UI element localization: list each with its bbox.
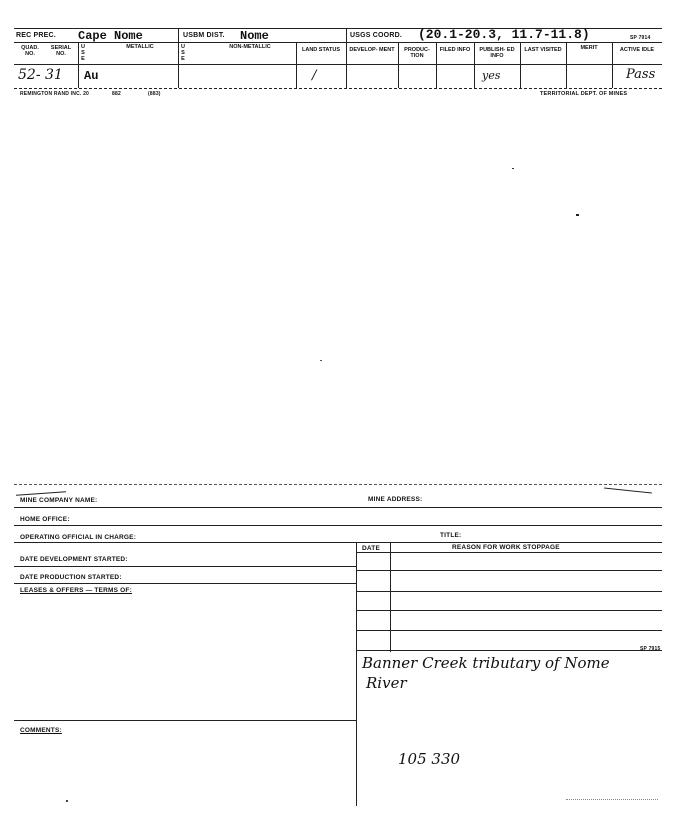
- handwritten-note-line2: River: [366, 674, 407, 692]
- usgs-coord-label: USGS COORD.: [350, 32, 402, 39]
- quad-serial-value: 52- 31: [18, 67, 63, 83]
- published-info-value: yes: [482, 69, 501, 82]
- filed-info-header: FILED INFO: [439, 47, 471, 53]
- speck: [66, 800, 68, 802]
- printer-credit: REMINGTON RAND INC. 20: [20, 91, 90, 97]
- printer-code-paren: (883): [148, 91, 161, 97]
- non-metallic-header: NON-METALLIC: [229, 44, 271, 50]
- printer-code: 882: [112, 91, 121, 97]
- usbm-dist-value: Nome: [240, 29, 269, 43]
- active-idle-header: ACTIVE IDLE: [619, 47, 655, 53]
- metallic-header: METALLIC: [126, 44, 154, 50]
- usbm-dist-label: USBM DIST.: [183, 32, 225, 39]
- home-office-label: HOME OFFICE:: [20, 516, 70, 523]
- metallic-value: Au: [84, 69, 99, 83]
- use-b-header: U S E: [181, 44, 185, 62]
- date-development-started-label: DATE DEVELOPMENT STARTED:: [20, 556, 128, 563]
- serial-no-header: SERIAL NO.: [50, 45, 72, 57]
- production-header: PRODUC- TION: [404, 47, 430, 59]
- use-a-header: U S E: [81, 44, 85, 62]
- handwritten-note-line1: Banner Creek tributary of Nome: [362, 654, 610, 672]
- quad-no-header: QUAD. NO.: [21, 45, 39, 57]
- date-production-started-label: DATE PRODUCTION STARTED:: [20, 574, 122, 581]
- speck: [576, 214, 579, 216]
- date-column-label: DATE: [362, 545, 381, 552]
- mine-address-label: MINE ADDRESS:: [368, 496, 423, 503]
- active-idle-value: Pass: [626, 67, 656, 82]
- development-header: DEVELOP- MENT: [349, 47, 395, 53]
- land-status-header: LAND STATUS: [302, 47, 340, 53]
- comments-label: COMMENTS:: [20, 727, 62, 734]
- merit-header: MERIT: [580, 45, 598, 51]
- speck: [512, 168, 514, 169]
- last-visited-header: LAST VISITED: [524, 47, 562, 53]
- land-status-value: /: [312, 68, 317, 83]
- usgs-coord-value: (20.1-20.3, 11.7-11.8): [418, 27, 590, 42]
- leases-offers-label: LEASES & OFFERS — TERMS OF:: [20, 587, 132, 594]
- rec-prec-value: Cape Nome: [78, 29, 143, 43]
- faint-marks: [566, 799, 658, 801]
- title-label: TITLE:: [440, 532, 462, 539]
- operating-official-label: OPERATING OFFICIAL IN CHARGE:: [20, 534, 137, 541]
- published-info-header: PUBLISH- ED INFO: [479, 47, 515, 59]
- reason-column-label: REASON FOR WORK STOPPAGE: [452, 544, 560, 551]
- form-number-bottom: SP 7915: [640, 646, 661, 652]
- handwritten-number: 105 330: [398, 750, 461, 768]
- form-number-top: SP 7914: [630, 35, 651, 41]
- speck: [320, 360, 322, 361]
- department-name: TERRITORIAL DEPT. OF MINES: [540, 91, 628, 97]
- mine-company-name-label: MINE COMPANY NAME:: [20, 497, 98, 504]
- rec-prec-label: REC PREC.: [16, 32, 56, 39]
